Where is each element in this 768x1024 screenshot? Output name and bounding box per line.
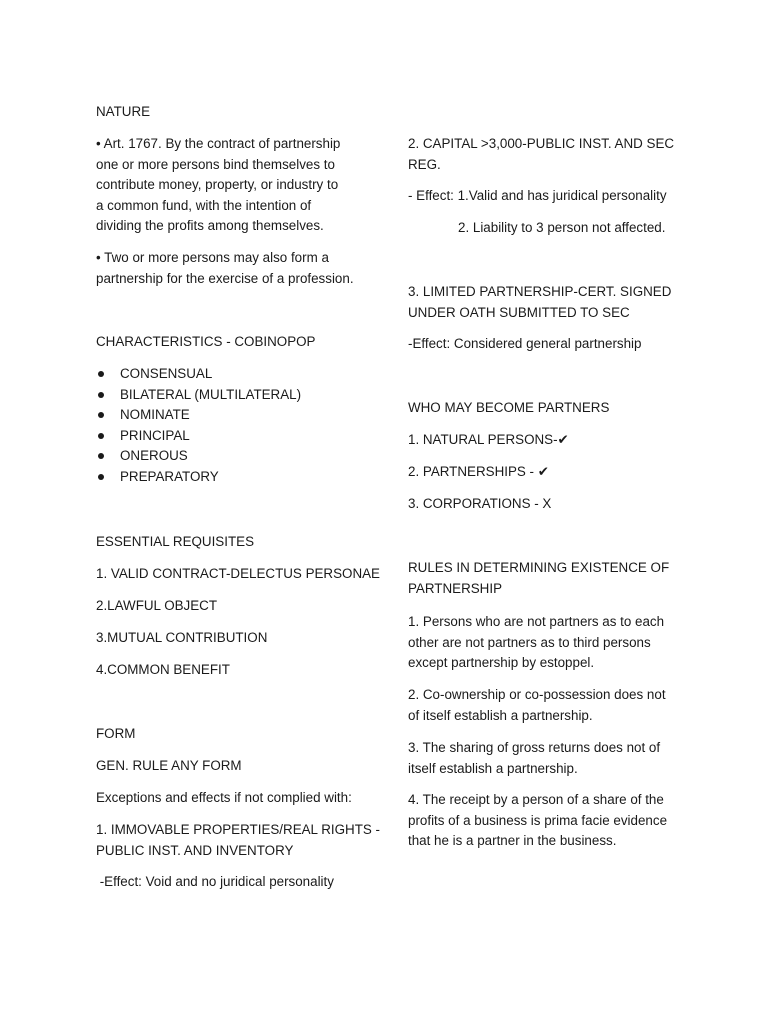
rules-heading: PARTNERSHIP [408, 580, 503, 596]
profession-line: partnership for the exercise of a profession. [96, 270, 354, 286]
requisite-item: 1. VALID CONTRACT-DELECTUS PERSONAE [96, 566, 380, 581]
rule-line: other are not partners as to third persons [408, 634, 651, 650]
essential-requisites-heading: ESSENTIAL REQUISITES [96, 534, 254, 549]
exception-effect: -Effect: Void and no juridical personality [96, 874, 334, 889]
rule-line: profits of a business is prima facie evidence [408, 812, 668, 828]
capital-line: REG. [408, 156, 441, 172]
rule-line: itself establish a partnership. [408, 760, 578, 776]
requisite-item: 2.LAWFUL OBJECT [96, 598, 218, 613]
profession-line: • Two or more persons may also form a [96, 250, 329, 265]
limited-partnership-line: UNDER OATH SUBMITTED TO SEC [408, 304, 630, 320]
bullet-icon [98, 412, 104, 418]
bullet-icon [98, 453, 104, 459]
characteristics-heading: CHARACTERISTICS - COBINOPOP [96, 334, 316, 349]
form-heading: FORM [96, 726, 136, 741]
nature-heading: NATURE [96, 104, 151, 119]
exception-line: PUBLIC INST. AND INVENTORY [96, 842, 294, 858]
capital-effect: - Effect: 1.Valid and has juridical personality [408, 188, 667, 203]
capital-effect-liability: 2. Liability to 3 person not affected. [458, 220, 666, 235]
partner-type-item: 2. PARTNERSHIPS - ✔ [408, 464, 549, 479]
rule-line: 4. The receipt by a person of a share of the [408, 792, 664, 807]
bullet-icon [98, 371, 104, 377]
limited-partnership-line: 3. LIMITED PARTNERSHIP-CERT. SIGNED [408, 284, 672, 299]
capital-line: 2. CAPITAL >3,000-PUBLIC INST. AND SEC [408, 136, 675, 151]
rules-heading: RULES IN DETERMINING EXISTENCE OF [408, 560, 670, 575]
requisite-item: 4.COMMON BENEFIT [96, 662, 230, 677]
rule-line: 3. The sharing of gross returns does not of [408, 740, 661, 755]
article-1767-line: a common fund, with the intention of [96, 197, 312, 213]
article-1767-line: dividing the profits among themselves. [96, 218, 324, 233]
exceptions-intro: Exceptions and effects if not complied with: [96, 790, 352, 805]
general-rule: GEN. RULE ANY FORM [96, 758, 242, 773]
rule-line: of itself establish a partnership. [408, 707, 593, 723]
bullet-icon [98, 392, 104, 398]
rule-line: except partnership by estoppel. [408, 655, 595, 670]
limited-partnership-effect: -Effect: Considered general partnership [408, 336, 642, 351]
bullet-icon [98, 474, 104, 480]
article-1767-line: one or more persons bind themselves to [96, 156, 335, 172]
requisite-item: 3.MUTUAL CONTRIBUTION [96, 630, 268, 645]
partner-type-item: 1. NATURAL PERSONS-✔ [408, 432, 569, 447]
article-1767-line: • Art. 1767. By the contract of partnership [96, 136, 341, 151]
partner-type-item: 3. CORPORATIONS - X [408, 496, 552, 511]
rule-line: 2. Co-ownership or co-possession does not [408, 687, 666, 702]
who-may-become-partners-heading: WHO MAY BECOME PARTNERS [408, 400, 610, 415]
rule-line: 1. Persons who are not partners as to each [408, 614, 665, 629]
article-1767-line: contribute money, property, or industry to [96, 177, 339, 192]
bullet-icon [98, 433, 104, 439]
rule-line: that he is a partner in the business. [408, 833, 617, 848]
exception-line: 1. IMMOVABLE PROPERTIES/REAL RIGHTS - [96, 822, 380, 837]
